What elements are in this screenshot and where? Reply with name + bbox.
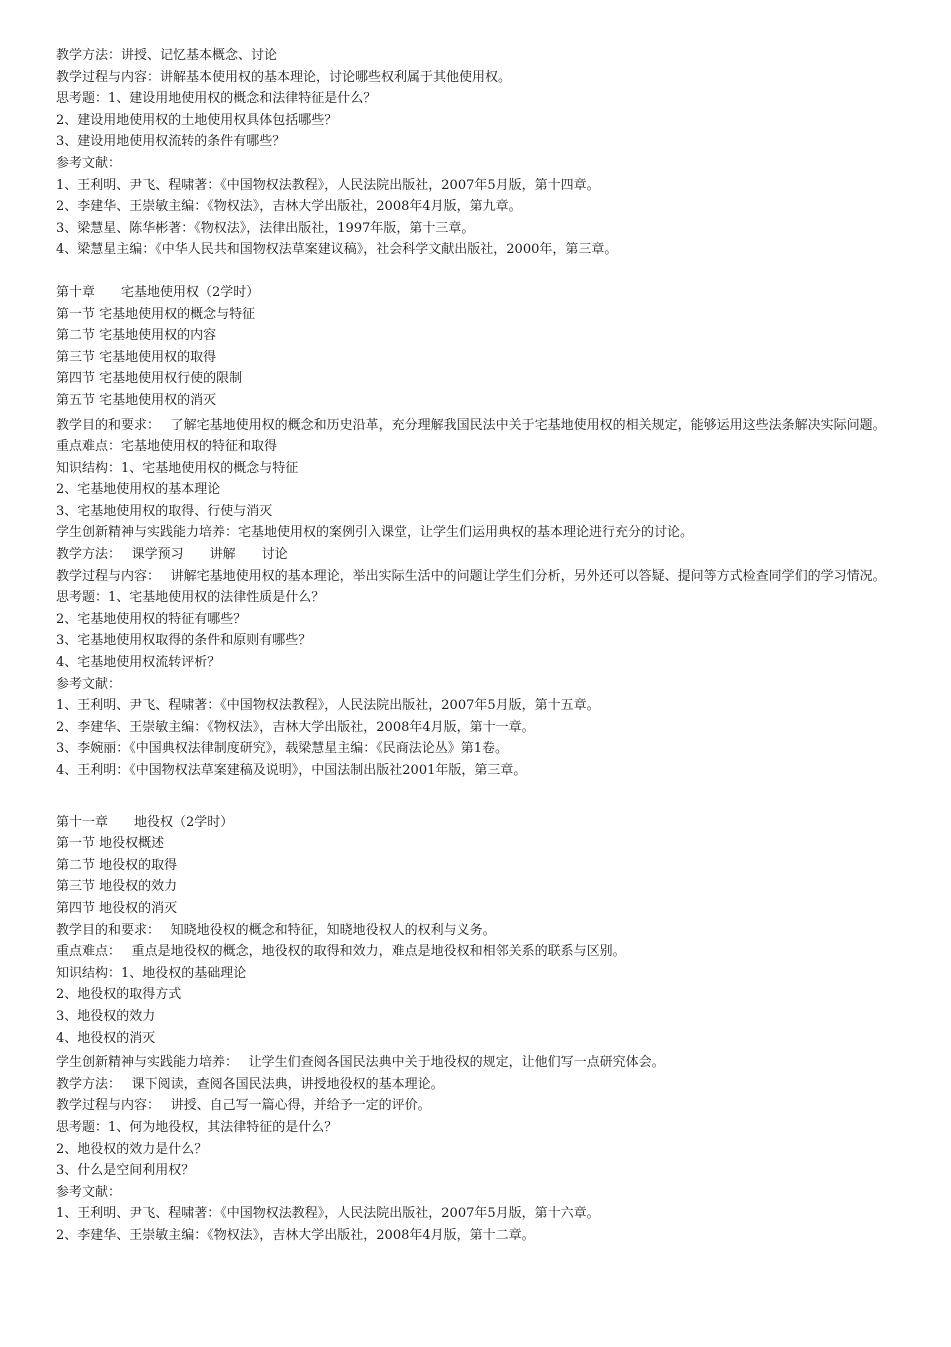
objectives: 教学目的和要求： 知晓地役权的概念和特征，知晓地役权人的权利与义务。 xyxy=(56,922,496,938)
document-page xyxy=(56,45,896,1246)
chapter-11 xyxy=(56,812,896,1247)
question-item: 3、什么是空间利用权？ xyxy=(56,1163,195,1179)
reference-item: 2、李建华、王崇敏主编：《物权法》，吉林大学出版社，2008年4月版，第九章。 xyxy=(56,199,522,215)
chapter-10 xyxy=(56,282,896,782)
reference-item: 4、梁慧星主编：《中华人民共和国物权法草案建议稿》，社会科学文献出版社，2000年，第三章。 xyxy=(56,242,618,258)
chapter-section: 第四节 宅基地使用权行使的限制 xyxy=(56,371,243,387)
references-title: 参考文献： xyxy=(56,676,122,692)
knowledge-item: 3、地役权的效力 xyxy=(56,1008,156,1024)
innovation: 学生创新精神与实践能力培养： 让学生们查阅各国民法典中关于地役权的规定，让他们写一点研究体会。 xyxy=(56,1055,665,1071)
teaching-process: 教学过程与内容： 讲解宅基地使用权的基本理论，举出实际生活中的问题让学生们分析，另外还可以答疑、提问等方式检查同学们的学习情况。 xyxy=(56,568,886,584)
chapter-section: 第二节 地役权的取得 xyxy=(56,857,178,873)
knowledge-item: 2、地役权的取得方式 xyxy=(56,987,182,1003)
question-item: 2、建设用地使用权的土地使用权具体包括哪些？ xyxy=(56,112,338,128)
key-points: 重点难点：宅基地使用权的特征和取得 xyxy=(56,439,278,455)
teaching-process: 教学过程与内容：讲解基本使用权的基本理论，讨论哪些权利属于其他使用权。 xyxy=(56,69,512,85)
chapter-section: 第四节 地役权的消灭 xyxy=(56,900,178,916)
knowledge-item: 知识结构：1、地役权的基础理论 xyxy=(56,965,247,981)
reference-item: 2、李建华、王崇敏主编：《物权法》，吉林大学出版社，2008年4月版，第十二章。 xyxy=(56,1227,535,1243)
question-item: 3、宅基地使用权取得的条件和原则有哪些？ xyxy=(56,633,312,649)
knowledge-item: 3、宅基地使用权的取得、行使与消灭 xyxy=(56,503,273,519)
innovation: 学生创新精神与实践能力培养：宅基地使用权的案例引入课堂，让学生们运用典权的基本理论进行充分的讨论。 xyxy=(56,525,694,541)
question-item: 2、地役权的效力是什么？ xyxy=(56,1141,208,1157)
objectives: 教学目的和要求： 了解宅基地使用权的概念和历史沿革，充分理解我国民法中关于宅基地使用权的相关规定，能够运用这些法条解决实际问题。 xyxy=(56,417,886,433)
chapter-title: 第十一章 地役权（2学时） xyxy=(56,814,234,830)
question-item: 3、建设用地使用权流转的条件有哪些？ xyxy=(56,134,286,150)
chapter-title: 第十章 宅基地使用权（2学时） xyxy=(56,284,260,300)
reference-item: 1、王利明、尹飞、程啸著：《中国物权法教程》，人民法院出版社，2007年5月版，第十六章。 xyxy=(56,1206,600,1222)
chapter-section: 第一节 地役权概述 xyxy=(56,836,165,852)
reference-item: 1、王利明、尹飞、程啸著：《中国物权法教程》，人民法院出版社，2007年5月版，第十四章。 xyxy=(56,177,600,193)
chapter-section: 第三节 地役权的效力 xyxy=(56,879,178,895)
reference-item: 3、李婉丽：《中国典权法律制度研究》，载梁慧星主编：《民商法论丛》第1卷。 xyxy=(56,741,509,757)
teaching-method: 教学方法：讲授、记忆基本概念、讨论 xyxy=(56,48,278,63)
question-item: 思考题：1、宅基地使用权的法律性质是什么？ xyxy=(56,590,325,606)
knowledge-item: 知识结构：1、宅基地使用权的概念与特征 xyxy=(56,460,299,476)
key-points: 重点难点： 重点是地役权的概念，地役权的取得和效力，难点是地役权和相邻关系的联系与区别。 xyxy=(56,944,626,960)
references-title: 参考文献： xyxy=(56,155,122,171)
question-item: 2、宅基地使用权的特征有哪些？ xyxy=(56,611,247,627)
reference-item: 3、梁慧星、陈华彬著：《物权法》，法律出版社，1997年版，第十三章。 xyxy=(56,220,475,236)
chapter-section: 第一节 宅基地使用权的概念与特征 xyxy=(56,306,256,322)
knowledge-item: 2、宅基地使用权的基本理论 xyxy=(56,482,221,498)
chapter-section: 第二节 宅基地使用权的内容 xyxy=(56,328,217,344)
teaching-method: 教学方法： 课学预习 讲解 讨论 xyxy=(56,547,288,563)
question-item: 4、宅基地使用权流转评析？ xyxy=(56,655,221,671)
teaching-process: 教学过程与内容： 讲授、自己写一篇心得，并给予一定的评价。 xyxy=(56,1098,431,1114)
chapter-section: 第三节 宅基地使用权的取得 xyxy=(56,349,217,365)
reference-item: 2、李建华、王崇敏主编：《物权法》，吉林大学出版社，2008年4月版，第十一章。 xyxy=(56,719,535,735)
references-title: 参考文献： xyxy=(56,1184,122,1200)
question-item: 思考题：1、何为地役权，其法律特征的是什么？ xyxy=(56,1119,338,1135)
reference-item: 1、王利明、尹飞、程啸著：《中国物权法教程》，人民法院出版社，2007年5月版，第十五章。 xyxy=(56,698,600,714)
section-top xyxy=(56,45,896,261)
teaching-method: 教学方法： 课下阅读，查阅各国民法典，讲授地役权的基本理论。 xyxy=(56,1076,444,1092)
chapter-section: 第五节 宅基地使用权的消灭 xyxy=(56,392,217,408)
question-item: 思考题：1、建设用地使用权的概念和法律特征是什么？ xyxy=(56,91,377,107)
knowledge-item: 4、地役权的消灭 xyxy=(56,1030,156,1046)
reference-item: 4、王利明：《中国物权法草案建稿及说明》，中国法制出版社2001年版，第三章。 xyxy=(56,763,527,778)
